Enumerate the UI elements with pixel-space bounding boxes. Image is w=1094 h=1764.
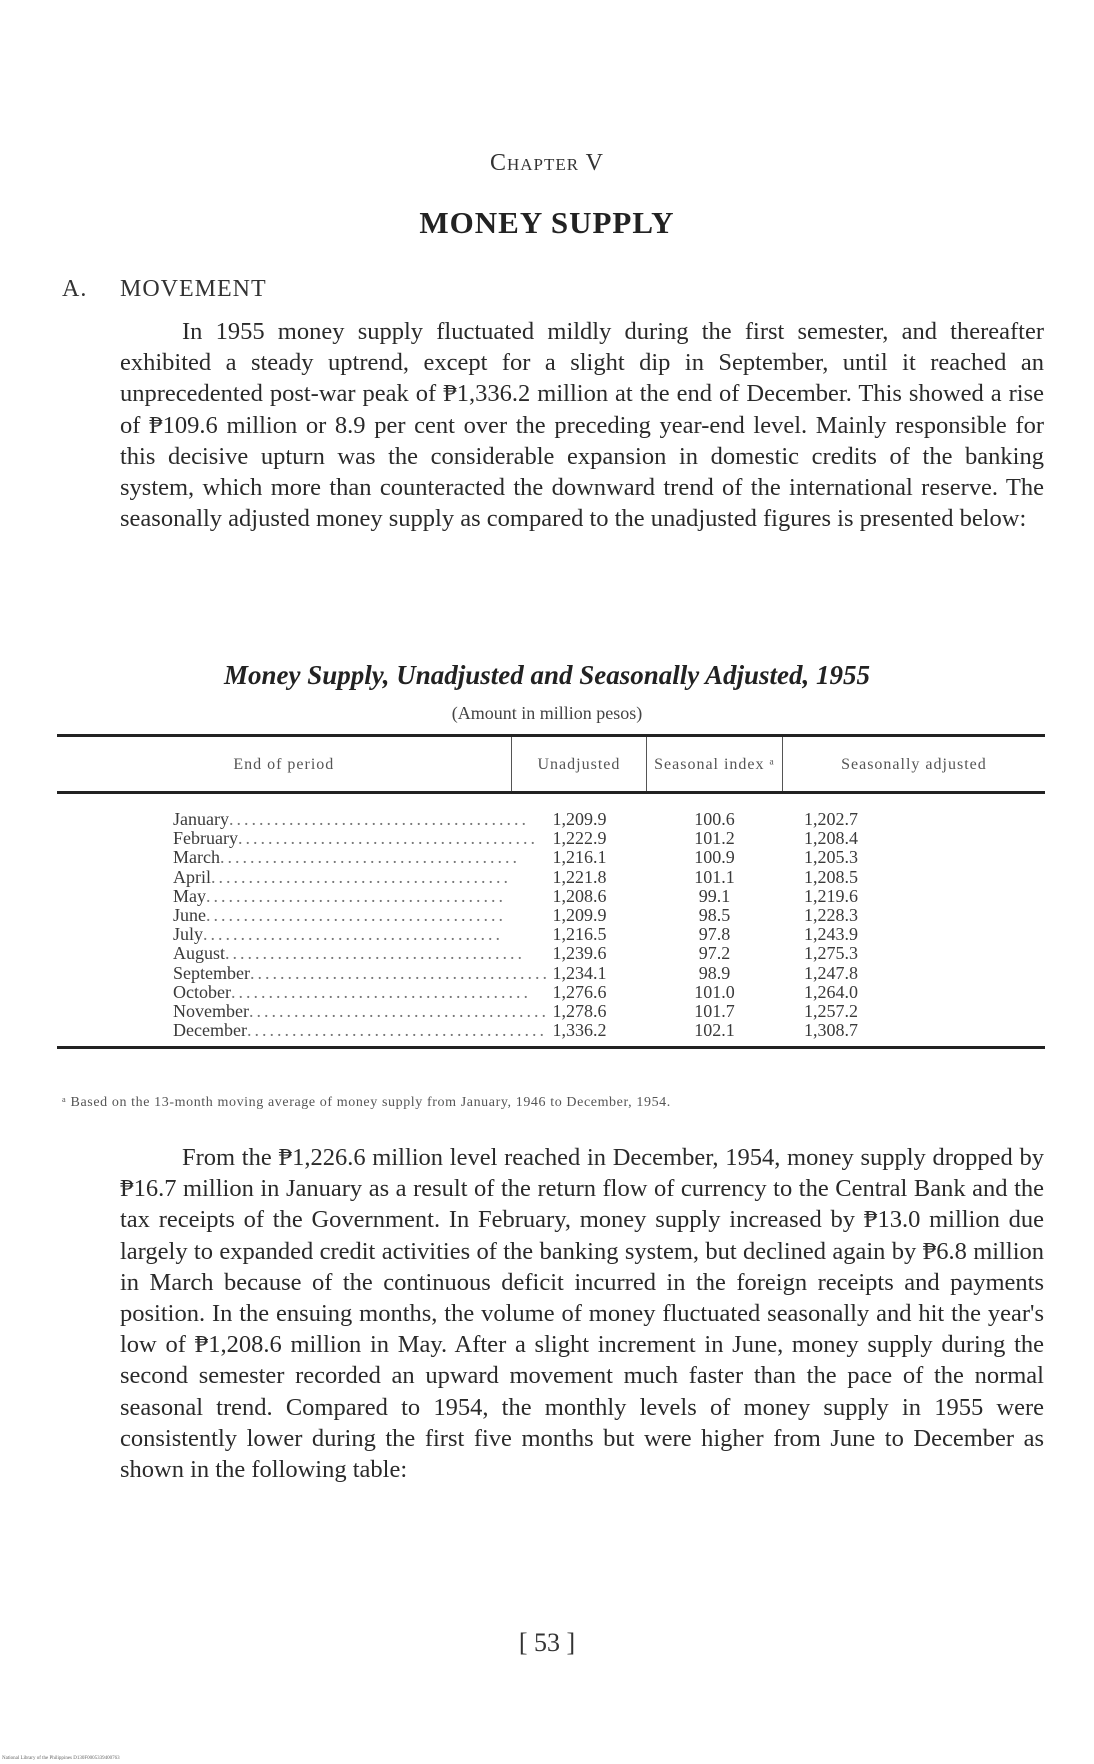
table-row [57, 925, 1045, 944]
header-period: End of period [233, 755, 335, 773]
table-row [57, 848, 1045, 867]
money-supply-table [57, 734, 1045, 1049]
cell-seasonal-index: 99.1 [698, 885, 731, 906]
month-label: January [173, 809, 229, 829]
month-label: October [173, 981, 231, 1002]
cell-month [57, 943, 526, 964]
cell-month [57, 1000, 549, 1021]
cell-unadjusted: 1,221.8 [552, 866, 607, 887]
cell-unadjusted: 1,209.9 [552, 809, 607, 829]
cell-seasonally-adjusted: 1,243.9 [804, 924, 858, 945]
cell-seasonally-adjusted: 1,205.3 [804, 847, 858, 868]
page-number: [ 53 ] [518, 1628, 576, 1657]
table-bottom-rule [57, 1046, 1045, 1049]
cell-month [57, 962, 550, 983]
table-row [57, 964, 1045, 983]
leader-dots: ........................................ [206, 885, 506, 906]
cell-month [57, 809, 529, 829]
month-label: March [173, 847, 220, 868]
table-row [57, 906, 1045, 925]
cell-seasonal-index: 102.1 [694, 1020, 735, 1041]
table-subtitle: (Amount in million pesos) [451, 703, 643, 723]
table-row [57, 1002, 1045, 1021]
archive-note: National Library of the Philippines D130F0005339400763 [2, 1756, 120, 1761]
cell-unadjusted: 1,216.5 [552, 924, 607, 945]
table-body [57, 794, 1045, 1046]
cell-seasonal-index: 100.6 [694, 809, 735, 829]
month-label: June [173, 904, 206, 925]
leader-dots: ........................................ [248, 1000, 549, 1021]
cell-month [57, 887, 512, 906]
cell-month [57, 906, 512, 925]
body-paragraph: From the ₱1,226.6 million level reached in December, 1954, money supply dropped by ₱16.7 million in January as a result of the return flow of currency to the Central Bank and the tax receipts of the Government. In February, money supply increased by ₱13.0 million due largely to expanded credit activities of the banking system, but declined again by ₱6.8 million in March because of the continuous deficit incurred in the foreign receipts and payments position. In the ensuing months, the volume of money fluctuated seasonally and hit the year's low of ₱1,208.6 million in May. After a slight increment in June, money supply during the second semester recorded an upward movement much faster than the pace of the normal seasonal trend. Compared to 1954, the monthly levels of money supply in 1955 were consistently lower during the first five months but were higher from June to December as shown in the following table: [120, 1144, 1044, 1484]
cell-seasonally-adjusted: 1,264.0 [804, 981, 858, 1002]
cell-month [57, 847, 520, 868]
leader-dots: ........................................ [225, 943, 526, 964]
leader-dots: ........................................ [246, 1020, 547, 1041]
cell-seasonally-adjusted: 1,228.3 [804, 904, 858, 925]
header-seasonal-index: Seasonal index ᵃ [646, 737, 782, 791]
cell-seasonally-adjusted: 1,247.8 [804, 962, 858, 983]
month-label: May [173, 885, 206, 906]
cell-month [57, 868, 512, 887]
section-number: A. [62, 276, 88, 302]
table-header-row [57, 737, 1045, 794]
cell-seasonally-adjusted: 1,202.7 [804, 809, 858, 829]
table-title: Money Supply, Unadjusted and Seasonally Adjusted, 1955 [223, 660, 871, 690]
cell-seasonal-index: 101.7 [694, 1000, 735, 1021]
month-label: April [173, 866, 211, 887]
cell-seasonal-index: 97.8 [698, 924, 731, 945]
table-row [57, 829, 1045, 848]
leader-dots: ........................................ [237, 828, 538, 849]
cell-month [57, 981, 531, 1002]
cell-seasonal-index: 101.2 [694, 828, 735, 849]
leader-dots: ........................................ [230, 981, 531, 1002]
cell-unadjusted: 1,234.1 [552, 962, 607, 983]
leader-dots: ........................................ [249, 962, 550, 983]
month-label: November [173, 1000, 249, 1021]
cell-unadjusted: 1,208.6 [552, 885, 607, 906]
intro-paragraph: In 1955 money supply fluctuated mildly during the first semester, and thereafter exhibited a steady uptrend, except for a slight dip in September, until it reached an unprecedented post-war peak of ₱1,336.2 million at the end of December. This showed a rise of ₱109.6 million or 8.9 per cent over the preceding year-end level. Mainly responsible for this decisive upturn was the considerable expansion in domestic credits of the banking system, which more than counteracted the downward trend of the international reserve. The seasonally adjusted money supply as compared to the unadjusted figures is presented below: [120, 318, 1044, 533]
table-row [57, 868, 1045, 887]
cell-seasonally-adjusted: 1,275.3 [804, 943, 858, 964]
leader-dots: ........................................ [228, 809, 529, 829]
chapter-label: Chapter V [489, 150, 605, 176]
cell-seasonally-adjusted: 1,308.7 [804, 1020, 858, 1041]
chapter-title: MONEY SUPPLY [419, 205, 675, 240]
cell-seasonally-adjusted: 1,257.2 [804, 1000, 858, 1021]
cell-month [57, 828, 538, 849]
cell-seasonally-adjusted: 1,219.6 [804, 885, 858, 906]
cell-unadjusted: 1,216.1 [552, 847, 607, 868]
header-seasonally-adjusted: Seasonally adjusted [782, 737, 1045, 791]
leader-dots: ........................................ [211, 866, 511, 887]
cell-unadjusted: 1,239.6 [552, 943, 607, 964]
month-label: December [173, 1020, 247, 1041]
cell-seasonal-index: 98.9 [698, 962, 731, 983]
section-title: MOVEMENT [120, 276, 267, 302]
cell-unadjusted: 1,222.9 [552, 828, 607, 849]
leader-dots: ........................................ [219, 847, 520, 868]
table-row [57, 1021, 1045, 1040]
table-row [57, 810, 1045, 829]
table-row [57, 887, 1045, 906]
cell-unadjusted: 1,278.6 [552, 1000, 607, 1021]
cell-seasonally-adjusted: 1,208.4 [804, 828, 858, 849]
cell-month [57, 1020, 547, 1041]
intro-paragraph-block [120, 316, 1044, 534]
section-heading [62, 276, 267, 303]
cell-seasonally-adjusted: 1,208.5 [804, 866, 858, 887]
cell-month [57, 925, 512, 944]
cell-seasonal-index: 101.0 [694, 981, 735, 1002]
cell-unadjusted: 1,276.6 [552, 981, 607, 1002]
month-label: September [173, 962, 250, 983]
leader-dots: ........................................ [206, 904, 506, 925]
table-footnote: ᵃ Based on the 13-month moving average of money supply from January, 1946 to December, 1954. [62, 1095, 671, 1110]
header-unadjusted: Unadjusted [511, 737, 647, 791]
cell-seasonal-index: 97.2 [698, 943, 731, 964]
month-label: February [173, 828, 238, 849]
table-row [57, 983, 1045, 1002]
table-row [57, 944, 1045, 963]
cell-seasonal-index: 98.5 [698, 904, 731, 925]
cell-unadjusted: 1,209.9 [552, 904, 607, 925]
cell-seasonal-index: 100.9 [694, 847, 735, 868]
month-label: July [173, 924, 204, 945]
body-paragraph-block [120, 1142, 1044, 1485]
cell-seasonal-index: 101.1 [694, 866, 735, 887]
leader-dots: ........................................ [203, 924, 504, 945]
cell-unadjusted: 1,336.2 [552, 1020, 607, 1041]
month-label: August [173, 943, 226, 964]
